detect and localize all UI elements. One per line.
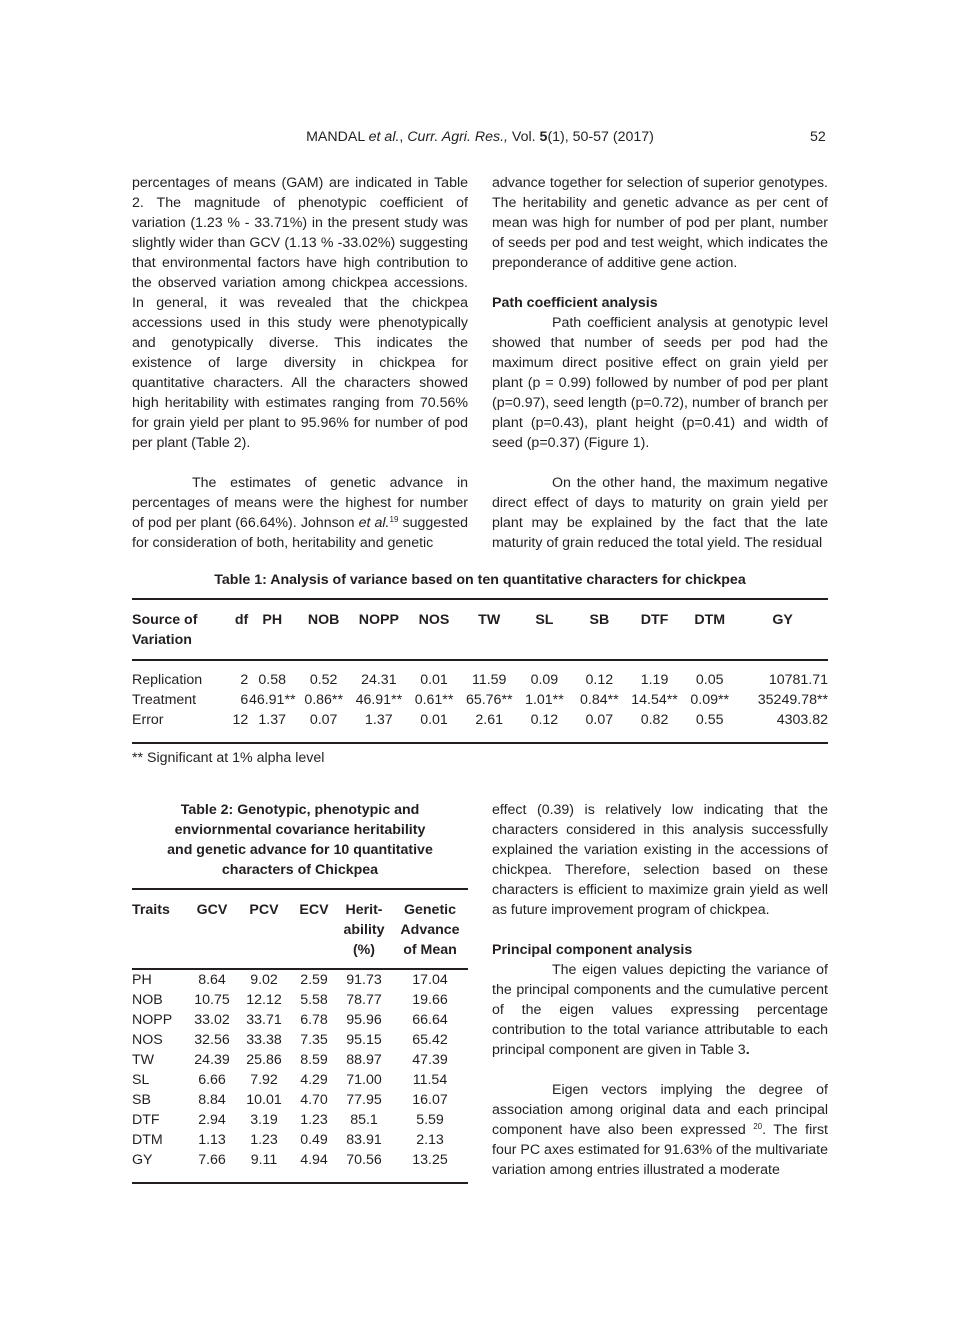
table-cell: 19.66 <box>412 992 448 1008</box>
table-cell: 85.1 <box>350 1112 378 1128</box>
table-rule <box>132 742 828 744</box>
citation: 19 <box>389 515 399 524</box>
table-cell: SL <box>132 1072 150 1088</box>
table-cell: 71.00 <box>346 1072 382 1088</box>
paragraph: On the other hand, the maximum negative direct effect of days to maturity on grain yield per plant may be explained by the fact that the late maturity of grain reduced the total yield. The residual <box>492 475 828 551</box>
column-header: DTF <box>640 612 669 628</box>
table-cell: 5.58 <box>300 992 328 1008</box>
table-cell: 46.91** <box>355 692 403 708</box>
table-cell: 66.64 <box>412 1012 448 1028</box>
paragraph <box>132 473 468 553</box>
text: The eigen values depicting the variance of the principal components and the cumulative percent of the eigen values expressing percentage contribution to the total variance attributable to each principal component are given in Table 3 <box>492 962 828 1058</box>
table-cell: 0.05 <box>695 672 724 688</box>
column-header <box>292 900 336 960</box>
header-line: ability <box>343 922 385 938</box>
table-cell: 1.23 <box>250 1132 278 1148</box>
table-row <box>132 1070 468 1090</box>
header-line: Herit- <box>345 902 383 918</box>
table-cell: 0.01 <box>420 712 448 728</box>
table-cell: 3.19 <box>250 1112 278 1128</box>
section-heading: Path coefficient analysis <box>492 295 658 311</box>
header-line: PCV <box>249 902 279 918</box>
table-cell: 8.84 <box>198 1092 226 1108</box>
table1-footnote: ** Significant at 1% alpha level <box>132 750 325 766</box>
header-volnum: 5 <box>539 129 548 145</box>
table-cell: 12 <box>232 712 249 728</box>
table-cell: 13.25 <box>412 1152 448 1168</box>
table-cell: 0.09** <box>690 692 730 708</box>
caption-line: Table 2: Genotypic, phenotypic and <box>180 802 420 818</box>
table-cell: GY <box>132 1152 153 1168</box>
table-cell: Error <box>132 712 164 728</box>
table-cell: 33.02 <box>194 1012 230 1028</box>
table-cell: 0.61** <box>414 692 454 708</box>
table-cell: NOS <box>132 1032 163 1048</box>
table-cell: 33.71 <box>246 1012 282 1028</box>
column-header <box>236 900 292 960</box>
table-cell: 12.12 <box>246 992 282 1008</box>
column-header: SB <box>589 612 610 628</box>
table-cell: 8.59 <box>300 1052 328 1068</box>
table-cell: 16.07 <box>412 1092 448 1108</box>
paragraph <box>492 960 828 1060</box>
table-row <box>132 1010 468 1030</box>
column-header: Source of Variation <box>132 612 198 648</box>
table-cell: 10.01 <box>246 1092 282 1108</box>
caption-line: enviornmental covariance heritability <box>174 822 426 838</box>
column-header: GY <box>772 612 793 628</box>
table-cell: 0.12 <box>585 672 614 688</box>
table-cell: 1.19 <box>640 672 669 688</box>
table-cell: 1.01** <box>525 692 564 708</box>
paragraph: advance together for selection of superior genotypes. The heritability and genetic advance as per cent of mean was high for number of pod per plant, number of seeds per pod and test weight, which indicates the preponderance of additive gene action. <box>492 175 828 271</box>
table-cell: Treatment <box>132 692 197 708</box>
header-line: (%) <box>352 942 376 958</box>
table-cell: 83.91 <box>346 1132 382 1148</box>
table-cell: 11.59 <box>471 672 507 688</box>
text: The estimates of genetic advance in percentages of means were the highest for number of pod per plant (66.64%). Johnson <box>132 475 468 531</box>
column-header <box>188 900 236 960</box>
table-cell: 4.94 <box>300 1152 328 1168</box>
section-heading: Principal component analysis <box>492 942 693 958</box>
table-cell: 0.55 <box>695 712 724 728</box>
table-cell: 1.13 <box>198 1132 226 1148</box>
paragraph: Path coefficient analysis at genotypic level showed that number of seeds per pod had the maximum direct positive effect on grain yield per plant (p = 0.99) followed by number of pod per plant (p=0.97), seed length (p=0.72), number of branch per plant (p=0.43), plant height (p=0.41) and width of seed (p=0.37) (Figure 1). <box>492 315 828 451</box>
table-header-row <box>132 610 828 660</box>
table-cell: 32.56 <box>194 1032 230 1048</box>
page-number: 52 <box>810 129 826 145</box>
right-column-bottom <box>492 800 828 1180</box>
header-line: Traits <box>132 902 170 918</box>
table-cell: 0.49 <box>300 1132 328 1148</box>
table1 <box>132 610 828 730</box>
table-rule <box>132 598 828 600</box>
table-cell: 0.86** <box>304 692 343 708</box>
header-issue: (1), 50-57 (2017) <box>547 129 654 145</box>
table-row <box>132 1050 468 1070</box>
citation: 20 <box>753 1122 763 1131</box>
table-cell: 11.54 <box>412 1072 448 1088</box>
paragraph: percentages of means (GAM) are indicated in Table 2. The magnitude of phenotypic coefficient of variation (1.23 % - 33.71%) in the present study was slightly wider than GCV (1.13 % -33.02%) suggesting that environmental factors have high contribution to the observed variation among chickpea accessions. In general, it was revealed that the chickpea accessions used in this study were phenotypically and genotypically diverse. This indicates the existence of large diversity in chickpea for quantitative characters. All the characters showed high heritability with estimates ranging from 70.56% for grain yield per plant to 95.96% for number of pod per plant (Table 2). <box>132 175 468 451</box>
header-line: GCV <box>196 902 228 918</box>
running-header: MANDAL et al., Curr. Agri. Res., Vol. 5(1), 50-57 (2017) <box>306 129 654 145</box>
table-cell: 10781.71 <box>768 672 828 688</box>
table-rule <box>132 888 468 890</box>
caption-line: characters of Chickpea <box>221 862 379 878</box>
column-header: NOS <box>418 612 450 628</box>
text: et al. <box>358 515 390 531</box>
table-row <box>132 670 828 690</box>
text: Eigen vectors implying the degree of association among original data and each principal component have also been expressed <box>492 1082 828 1138</box>
table-cell: NOPP <box>132 1012 173 1028</box>
table-row <box>132 1110 468 1130</box>
left-column-top <box>132 173 468 553</box>
table-cell: 91.73 <box>346 972 382 988</box>
table-cell: 0.07 <box>309 712 338 728</box>
table-cell: 77.95 <box>346 1092 382 1108</box>
table-cell: 65.42 <box>412 1032 448 1048</box>
table-cell: 4303.82 <box>776 712 828 728</box>
header-line: ECV <box>299 902 329 918</box>
table-cell: 0.12 <box>530 712 559 728</box>
column-header: PH <box>262 612 283 628</box>
table-header-row <box>132 900 468 960</box>
table-cell: 0.82 <box>640 712 669 728</box>
text: suggested for consideration of both, heritability and genetic <box>132 515 469 551</box>
table-cell: 14.54** <box>631 692 678 708</box>
table-row <box>132 1030 468 1050</box>
text: . <box>745 1042 750 1058</box>
header-line: Advance <box>400 922 460 938</box>
column-header <box>392 900 468 960</box>
table-cell: 25.86 <box>246 1052 282 1068</box>
paragraph: effect (0.39) is relatively low indicating that the characters considered in this analysis successfully explained the variation existing in the accessions of chickpea. Therefore, selection based on these characters is efficient to maximize grain yield as well as future improvement program of chickpea. <box>492 802 828 918</box>
paragraph <box>492 1080 828 1180</box>
table-cell: 6.78 <box>300 1012 328 1028</box>
column-header: NOPP <box>358 612 399 628</box>
table-cell: TW <box>132 1052 155 1068</box>
table-cell: 8.64 <box>198 972 226 988</box>
table-cell: DTF <box>132 1112 160 1128</box>
header-journal: Curr. Agri. Res., <box>407 129 508 145</box>
table-cell: DTM <box>132 1132 163 1148</box>
table-cell: 6 <box>240 692 249 708</box>
column-header: SL <box>535 612 554 628</box>
column-header <box>336 900 392 960</box>
table-row <box>132 710 828 730</box>
column-header: TW <box>478 612 501 628</box>
table-cell: 4.70 <box>300 1092 328 1108</box>
table-cell: 24.31 <box>361 672 397 688</box>
header-line: of Mean <box>403 942 457 958</box>
table-cell: 95.15 <box>346 1032 382 1048</box>
table-cell: 4.29 <box>300 1072 328 1088</box>
table-cell: 0.07 <box>585 712 614 728</box>
table-cell: 9.02 <box>250 972 278 988</box>
column-header: NOB <box>307 612 340 628</box>
table-cell: 2.61 <box>475 712 504 728</box>
table-row <box>132 970 468 990</box>
table-cell: 35249.78** <box>757 692 828 708</box>
table-cell: 2 <box>240 672 249 688</box>
table-cell: 95.96 <box>346 1012 382 1028</box>
table-cell: 47.39 <box>412 1052 448 1068</box>
header-vol: Vol. <box>511 129 536 145</box>
table1-caption: Table 1: Analysis of variance based on ten quantitative characters for chickpea <box>214 572 746 588</box>
table-cell: 33.38 <box>246 1032 282 1048</box>
table-cell: 0.01 <box>420 672 448 688</box>
table-cell: 1.37 <box>365 712 393 728</box>
table-cell: 6.66 <box>198 1072 226 1088</box>
header-authors: MANDAL <box>306 129 365 145</box>
table-cell: 0.58 <box>258 672 287 688</box>
table-cell: 1.37 <box>258 712 287 728</box>
table-cell: 0.52 <box>309 672 338 688</box>
table-cell: 1.23 <box>300 1112 328 1128</box>
table-cell: 10.75 <box>194 992 230 1008</box>
table-cell: PH <box>132 972 152 988</box>
table-row <box>132 1150 468 1170</box>
column-header <box>132 900 188 960</box>
table-cell: 70.56 <box>346 1152 382 1168</box>
table2 <box>132 900 468 1170</box>
table-cell: 46.91** <box>248 692 296 708</box>
right-column-top <box>492 173 828 553</box>
column-header: df <box>234 612 249 628</box>
caption-line: and genetic advance for 10 quantitative <box>167 842 433 858</box>
table-cell: 65.76** <box>465 692 513 708</box>
text: . The first four PC axes estimated for 91.63% of the multivariate variation among entries illustrated a moderate <box>492 1122 828 1178</box>
header-etal: et al. <box>368 129 400 145</box>
table-cell: 7.66 <box>198 1152 226 1168</box>
table-cell: 7.92 <box>250 1072 278 1088</box>
table-cell: 2.13 <box>416 1132 444 1148</box>
table2-caption <box>132 800 468 880</box>
table-cell: 2.59 <box>300 972 328 988</box>
table-cell: 88.97 <box>346 1052 382 1068</box>
table-row <box>132 990 468 1010</box>
table-cell: 2.94 <box>198 1112 226 1128</box>
table-cell: 9.11 <box>250 1152 278 1168</box>
table-cell: 0.84** <box>580 692 619 708</box>
table-cell: 17.04 <box>412 972 448 988</box>
table-cell: 0.09 <box>530 672 559 688</box>
table-cell: NOB <box>132 992 163 1008</box>
column-header: DTM <box>694 612 726 628</box>
table-cell: 5.59 <box>416 1112 444 1128</box>
header-line: Genetic <box>403 902 457 918</box>
table-cell: Replication <box>132 672 203 688</box>
table-row <box>132 1090 468 1110</box>
table-rule <box>132 1182 468 1184</box>
table-row <box>132 690 828 710</box>
table-cell: 7.35 <box>300 1032 328 1048</box>
table-cell: 24.39 <box>194 1052 230 1068</box>
table-row <box>132 1130 468 1150</box>
table-cell: 78.77 <box>346 992 382 1008</box>
table-cell: SB <box>132 1092 151 1108</box>
